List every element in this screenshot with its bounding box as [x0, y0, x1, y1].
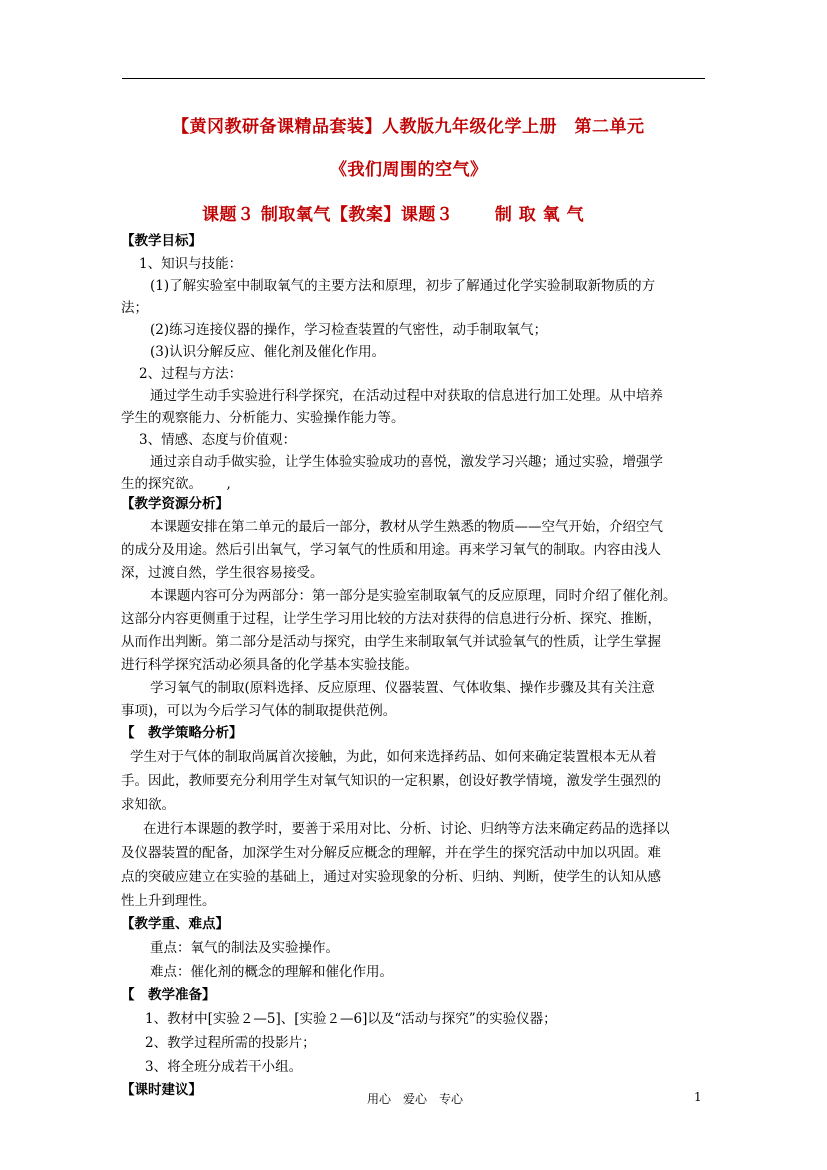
paragraph-line: 2、过程与方法：: [139, 366, 243, 382]
page-number: 1: [694, 1090, 702, 1104]
paragraph-line: 通过学生动手实验进行科学探究，在活动过程中对获取的信息进行加工处理。从中培养: [150, 388, 663, 404]
title-line-3: 课题３ 制取氧气【教案】课题３ 制 取 氧 气: [202, 205, 585, 225]
paragraph-line: 本课题安排在第二单元的最后一部分，教材从学生熟悉的物质——空气开始，介绍空气: [150, 519, 663, 535]
title-line-2: 《我们周围的空气》: [330, 160, 488, 180]
paragraph-line: 的成分及用途。然后引出氧气，学习氧气的性质和用途。再来学习氧气的制取。内容由浅人: [121, 542, 661, 558]
paragraph-line: 学习氧气的制取(原料选择、反应原理、仪器装置、气体收集、操作步骤及其有关注意: [150, 680, 655, 696]
paragraph-line: 求知欲。: [121, 797, 175, 813]
paragraph-line: 及仪器装置的配备，加深学生对分解反应概念的理解，并在学生的探究活动中加以巩固。难: [121, 845, 661, 861]
section-heading-schedule: 【课时建议】: [121, 1082, 202, 1098]
paragraph-line: 1、教材中[实验２—5]、[实验２—6]以及“活动与探究”的实验仪器；: [145, 1011, 557, 1027]
paragraph-line: 1、知识与技能：: [139, 256, 243, 272]
paragraph-line: 事项)，可以为今后学习气体的制取提供范例。: [121, 703, 397, 719]
paragraph-line: (2)练习连接仪器的操作，学习检查装置的气密性，动手制取氧气；: [150, 322, 548, 338]
paragraph-line: 3、将全班分成若干小组。: [145, 1059, 303, 1075]
paragraph-line: 难点：催化剂的概念的理解和催化作用。: [150, 964, 393, 980]
section-heading-strategy: 【 教学策略分析】: [121, 725, 243, 741]
paragraph-line: 进行科学探究活动必须具备的化学基本实验技能。: [121, 657, 418, 673]
section-heading-preparation: 【 教学准备】: [121, 987, 216, 1003]
paragraph-line: 点的突破应建立在实验的基础上，通过对实验现象的分析、归纳、判断，使学生的认知从感: [121, 869, 661, 885]
paragraph-line: 从而作出判断。第二部分是活动与探究，由学生来制取氧气并试验氧气的性质，让学生掌握: [121, 634, 661, 650]
section-heading-resources: 【教学资源分析】: [121, 496, 229, 512]
paragraph-line: 在进行本课题的教学时，要善于采用对比、分析、讨论、归纳等方法来确定药品的选择以: [143, 821, 670, 837]
paragraph-line: 性上升到理性。: [121, 893, 216, 909]
footer-motto: 用心 爱心 专心: [367, 1092, 464, 1106]
paragraph-line: 3、情感、态度与价值观：: [139, 432, 297, 448]
paragraph-line: 法；: [121, 300, 148, 316]
paragraph-line: 生的探究欲。 ,: [121, 476, 231, 492]
title-line-1: 【黄冈教研备课精品套装】人教版九年级化学上册 第二单元: [172, 117, 645, 137]
header-rule: [122, 78, 705, 79]
paragraph-line: 通过亲自动手做实验，让学生体验实验成功的喜悦，激发学习兴趣；通过实验，增强学: [150, 454, 663, 470]
paragraph-line: (3)认识分解反应、催化剂及催化作用。: [150, 344, 386, 360]
paragraph-line: 重点：氧气的制法及实验操作。: [150, 940, 339, 956]
section-heading-key-points: 【教学重、难点】: [121, 916, 229, 932]
paragraph-line: (1)了解实验室中制取氧气的主要方法和原理，初步了解通过化学实验制取新物质的方: [150, 278, 656, 294]
paragraph-line: 学生对于气体的制取尚属首次接触，为此，如何来选择药品、如何来确定装置根本无从着: [130, 749, 657, 765]
paragraph-line: 2、教学过程所需的投影片；: [145, 1035, 316, 1051]
paragraph-line: 手。因此，教师要充分利用学生对氧气知识的一定积累，创设好教学情境，激发学生强烈的: [121, 773, 661, 789]
paragraph-line: 学生的观察能力、分析能力、实验操作能力等。: [121, 410, 405, 426]
paragraph-line: 深，过渡自然，学生很容易接受。: [121, 565, 324, 581]
paragraph-line: 本课题内容可分为两部分：第一部分是实验室制取氧气的反应原理，同时介绍了催化剂。: [150, 588, 677, 604]
section-heading-goals: 【教学目标】: [121, 233, 202, 249]
paragraph-line: 这部分内容更侧重于过程，让学生学习用比较的方法对获得的信息进行分析、探究、推断，: [121, 611, 661, 627]
